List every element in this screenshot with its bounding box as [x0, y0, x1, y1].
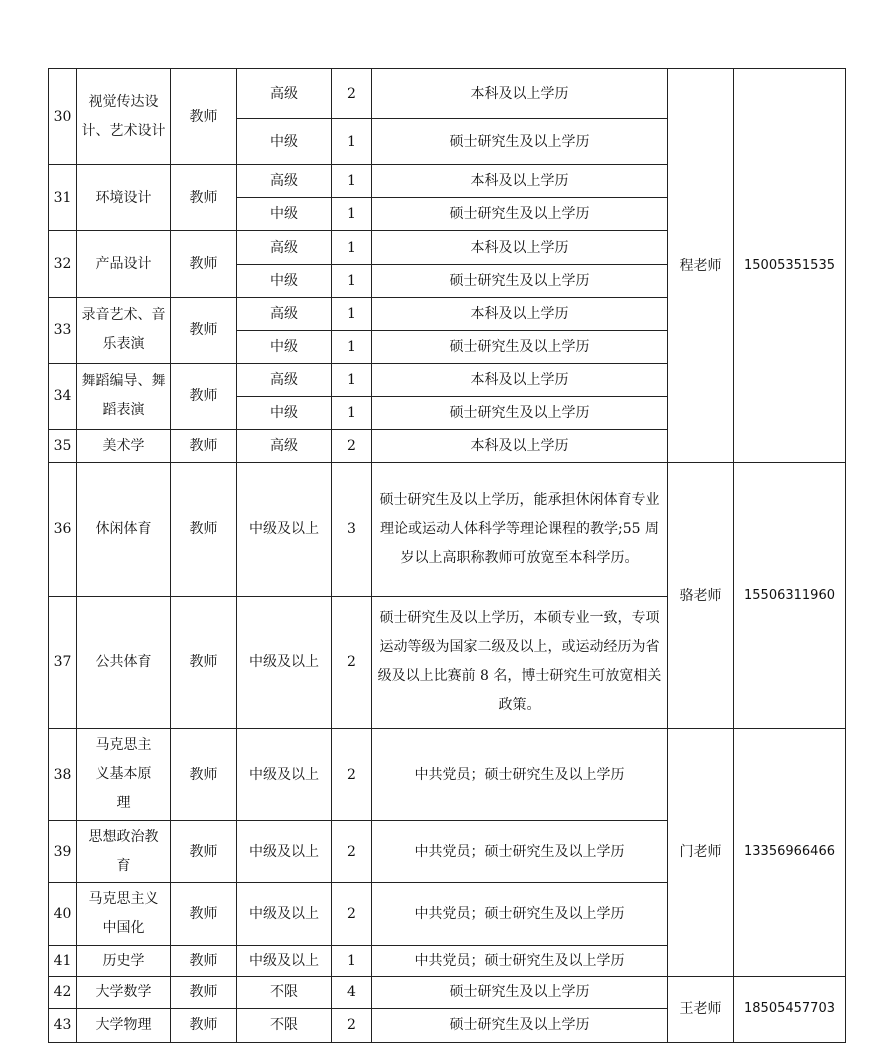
requirement-cell: 本科及以上学历 [372, 363, 668, 396]
role-cell: 教师 [171, 883, 237, 945]
role-cell: 教师 [171, 728, 237, 820]
row-number: 43 [49, 1008, 77, 1042]
requirement-cell: 中共党员；硕士研究生及以上学历 [372, 945, 668, 976]
requirement-cell: 硕士研究生及以上学历 [372, 1008, 668, 1042]
level-cell: 高级 [237, 363, 332, 396]
major-cell: 马克思主义中国化 [77, 883, 171, 945]
level-cell: 高级 [237, 430, 332, 463]
row-number: 30 [49, 69, 77, 165]
level-cell: 中级 [237, 396, 332, 429]
major-cell: 美术学 [77, 430, 171, 463]
level-cell: 中级 [237, 119, 332, 165]
recruitment-table [48, 68, 846, 1043]
count-cell: 2 [332, 883, 372, 945]
count-cell: 2 [332, 430, 372, 463]
major-cell: 大学物理 [77, 1008, 171, 1042]
row-number: 33 [49, 297, 77, 363]
level-cell: 不限 [237, 1008, 332, 1042]
role-cell: 教师 [171, 297, 237, 363]
requirement-cell: 中共党员；硕士研究生及以上学历 [372, 821, 668, 883]
requirement-cell: 本科及以上学历 [372, 231, 668, 264]
row-number: 36 [49, 463, 77, 596]
row-number: 35 [49, 430, 77, 463]
count-cell: 2 [332, 596, 372, 728]
count-cell: 2 [332, 728, 372, 820]
level-cell: 中级 [237, 198, 332, 231]
count-cell: 4 [332, 976, 372, 1008]
requirement-cell: 硕士研究生及以上学历，能承担休闲体育专业理论或运动人体科学等理论课程的教学;55 周岁以上高职称教师可放宽至本科学历。 [372, 463, 668, 596]
contact-phone: 15005351535 [734, 69, 846, 463]
role-cell: 教师 [171, 165, 237, 231]
requirement-cell: 硕士研究生及以上学历 [372, 119, 668, 165]
contact-name: 门老师 [668, 728, 734, 976]
table-row [49, 728, 846, 820]
level-cell: 中级及以上 [237, 883, 332, 945]
contact-name: 王老师 [668, 976, 734, 1042]
requirement-cell: 本科及以上学历 [372, 430, 668, 463]
contact-name: 骆老师 [668, 463, 734, 729]
level-cell: 中级及以上 [237, 945, 332, 976]
count-cell: 1 [332, 198, 372, 231]
major-cell: 休闲体育 [77, 463, 171, 596]
requirement-cell: 硕士研究生及以上学历 [372, 396, 668, 429]
contact-name: 程老师 [668, 69, 734, 463]
requirement-cell: 本科及以上学历 [372, 165, 668, 198]
major-cell: 大学数学 [77, 976, 171, 1008]
count-cell: 1 [332, 264, 372, 297]
count-cell: 3 [332, 463, 372, 596]
row-number: 31 [49, 165, 77, 231]
level-cell: 高级 [237, 69, 332, 119]
row-number: 37 [49, 596, 77, 728]
role-cell: 教师 [171, 821, 237, 883]
level-cell: 中级及以上 [237, 463, 332, 596]
level-cell: 高级 [237, 231, 332, 264]
major-cell: 公共体育 [77, 596, 171, 728]
role-cell: 教师 [171, 231, 237, 297]
role-cell: 教师 [171, 596, 237, 728]
count-cell: 2 [332, 69, 372, 119]
row-number: 38 [49, 728, 77, 820]
count-cell: 1 [332, 363, 372, 396]
requirement-cell: 硕士研究生及以上学历，本硕专业一致，专项运动等级为国家二级及以上，或运动经历为省级及以上比赛前 8 名，博士研究生可放宽相关政策。 [372, 596, 668, 728]
table-row [49, 463, 846, 596]
requirement-cell: 硕士研究生及以上学历 [372, 330, 668, 363]
requirement-cell: 中共党员；硕士研究生及以上学历 [372, 883, 668, 945]
row-number: 32 [49, 231, 77, 297]
major-cell: 历史学 [77, 945, 171, 976]
row-number: 39 [49, 821, 77, 883]
count-cell: 1 [332, 165, 372, 198]
level-cell: 中级 [237, 330, 332, 363]
level-cell: 高级 [237, 165, 332, 198]
role-cell: 教师 [171, 1008, 237, 1042]
requirement-cell: 硕士研究生及以上学历 [372, 976, 668, 1008]
requirement-cell: 硕士研究生及以上学历 [372, 264, 668, 297]
level-cell: 高级 [237, 297, 332, 330]
major-cell: 环境设计 [77, 165, 171, 231]
level-cell: 中级及以上 [237, 728, 332, 820]
requirement-cell: 本科及以上学历 [372, 297, 668, 330]
row-number: 42 [49, 976, 77, 1008]
row-number: 41 [49, 945, 77, 976]
count-cell: 1 [332, 119, 372, 165]
contact-phone: 13356966466 [734, 728, 846, 976]
level-cell: 中级 [237, 264, 332, 297]
row-number: 34 [49, 363, 77, 429]
count-cell: 1 [332, 396, 372, 429]
table-row [49, 69, 846, 119]
level-cell: 中级及以上 [237, 821, 332, 883]
count-cell: 1 [332, 330, 372, 363]
requirement-cell: 本科及以上学历 [372, 69, 668, 119]
role-cell: 教师 [171, 976, 237, 1008]
count-cell: 1 [332, 945, 372, 976]
count-cell: 1 [332, 231, 372, 264]
role-cell: 教师 [171, 430, 237, 463]
contact-phone: 18505457703 [734, 976, 846, 1042]
table-row [49, 976, 846, 1008]
role-cell: 教师 [171, 69, 237, 165]
role-cell: 教师 [171, 463, 237, 596]
major-cell: 舞蹈编导、舞蹈表演 [77, 363, 171, 429]
count-cell: 1 [332, 297, 372, 330]
major-cell: 产品设计 [77, 231, 171, 297]
level-cell: 中级及以上 [237, 596, 332, 728]
count-cell: 2 [332, 821, 372, 883]
level-cell: 不限 [237, 976, 332, 1008]
role-cell: 教师 [171, 363, 237, 429]
requirement-cell: 中共党员；硕士研究生及以上学历 [372, 728, 668, 820]
major-cell: 录音艺术、音乐表演 [77, 297, 171, 363]
count-cell: 2 [332, 1008, 372, 1042]
role-cell: 教师 [171, 945, 237, 976]
requirement-cell: 硕士研究生及以上学历 [372, 198, 668, 231]
major-cell: 视觉传达设计、艺术设计 [77, 69, 171, 165]
major-cell: 马克思主义基本原理 [77, 728, 171, 820]
row-number: 40 [49, 883, 77, 945]
contact-phone: 15506311960 [734, 463, 846, 729]
major-cell: 思想政治教育 [77, 821, 171, 883]
